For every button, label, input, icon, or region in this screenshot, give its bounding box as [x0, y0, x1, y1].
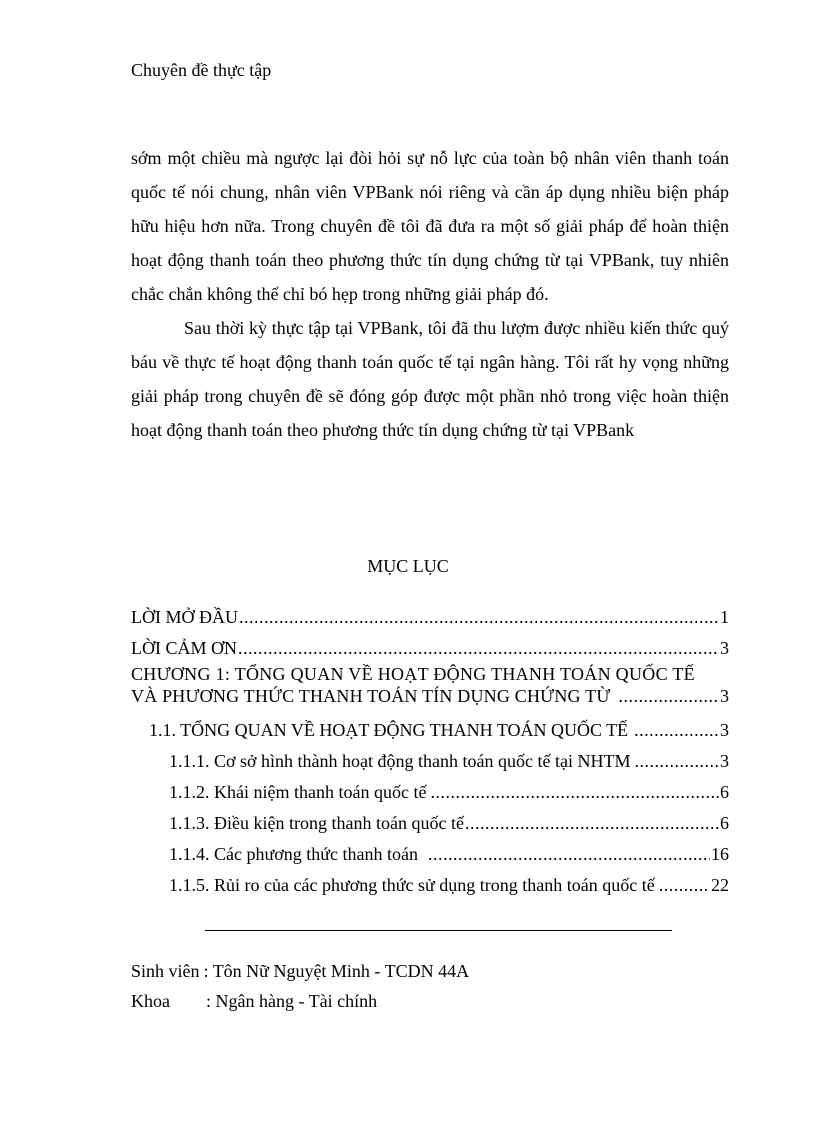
toc-page-number: 1 [720, 607, 729, 627]
faculty-value: : Ngân hàng - Tài chính [206, 991, 378, 1011]
toc-entry-label: 1.1.1. Cơ sở hình thành hoạt động thanh toán quốc tế tại NHTM [169, 751, 631, 771]
toc-leader-dots [634, 720, 719, 741]
toc-leader-dots [634, 751, 719, 772]
faculty-label: Khoa [131, 991, 170, 1011]
body-paragraph-2: Sau thời kỳ thực tập tại VPBank, tôi đã thu lượm được nhiều kiến thức quý báu về thực tế hoạt động thanh toán quốc tế tại ngân hàng. Tôi rất hy vọng những giải pháp trong chuyên đề sẽ đóng góp được một phần nhỏ trong việc hoàn thiện hoạt động thanh toán theo phương thức tín dụng chứng từ tại VPBank [131, 318, 729, 440]
toc-entry-label: 1.1. TỔNG QUAN VỀ HOẠT ĐỘNG THANH TOÁN QUỐC TẾ [149, 720, 629, 740]
toc-leader-dots [430, 782, 719, 803]
toc-entry-label: LỜI CẢM ƠN [131, 638, 237, 658]
toc-leader-dots [659, 875, 710, 896]
page-header: Chuyên đề thực tập [131, 60, 272, 80]
footer-student-row [131, 956, 469, 986]
toc-entry-section-1-1[interactable] [131, 710, 729, 741]
student-label: Sinh viên [131, 961, 200, 981]
toc-leader-dots [238, 638, 719, 659]
table-of-contents [131, 597, 729, 896]
toc-page-number: 3 [720, 686, 729, 706]
toc-entry-intro[interactable] [131, 597, 729, 628]
toc-leader-dots [239, 607, 719, 628]
toc-page-number: 6 [720, 813, 729, 833]
footer-divider [205, 930, 672, 931]
toc-leader-dots [428, 844, 710, 865]
toc-entry-label: 1.1.4. Các phương thức thanh toán [169, 844, 418, 864]
toc-chapter-line-1: CHƯƠNG 1: TỔNG QUAN VỀ HOẠT ĐỘNG THANH TOÁN QUỐC TẾ [131, 664, 695, 684]
toc-page-number: 6 [720, 782, 729, 802]
toc-leader-dots [618, 685, 719, 707]
toc-entry-label: 1.1.2. Khái niệm thanh toán quốc tế [169, 782, 427, 802]
student-value: : Tôn Nữ Nguyệt Minh - TCDN 44A [203, 961, 470, 981]
footer-faculty-row [131, 986, 469, 1016]
toc-entry-label: LỜI MỞ ĐẦU [131, 607, 238, 627]
toc-page-number: 3 [720, 751, 729, 771]
toc-page-number: 16 [711, 844, 729, 864]
toc-entry-1-1-5[interactable] [131, 865, 729, 896]
toc-entry-1-1-1[interactable] [131, 741, 729, 772]
toc-page-number: 22 [711, 875, 729, 895]
toc-leader-dots [465, 813, 719, 834]
toc-entry-label: 1.1.3. Điều kiện trong thanh toán quốc tế [169, 813, 464, 833]
toc-page-number: 3 [720, 720, 729, 740]
toc-entry-1-1-2[interactable] [131, 772, 729, 803]
page-footer [131, 956, 469, 1016]
body-paragraph-1: sớm một chiều mà ngược lại đòi hỏi sự nỗ lực của toàn bộ nhân viên thanh toán quốc tế nói chung, nhân viên VPBank nói riêng và cần áp dụng nhiều biện pháp hữu hiệu hơn nữa. Trong chuyên đề tôi đã đưa ra một số giải pháp để hoàn thiện hoạt động thanh toán theo phương thức tín dụng chứng từ tại VPBank, tuy nhiên chắc chắn không thể chỉ bó hẹp trong những giải pháp đó. [131, 148, 729, 304]
toc-entry-1-1-4[interactable] [131, 834, 729, 865]
toc-chapter-line-2: VÀ PHƯƠNG THỨC THANH TOÁN TÍN DỤNG CHỨNG TỪ [131, 686, 611, 706]
toc-entry-label: 1.1.5. Rủi ro của các phương thức sử dụng trong thanh toán quốc tế [169, 875, 655, 895]
toc-title: MỤC LỤC [367, 556, 449, 576]
toc-entry-1-1-3[interactable] [131, 803, 729, 834]
toc-entry-thanks[interactable] [131, 628, 729, 659]
toc-page-number: 3 [720, 638, 729, 658]
toc-entry-chapter-1[interactable] [131, 663, 729, 707]
